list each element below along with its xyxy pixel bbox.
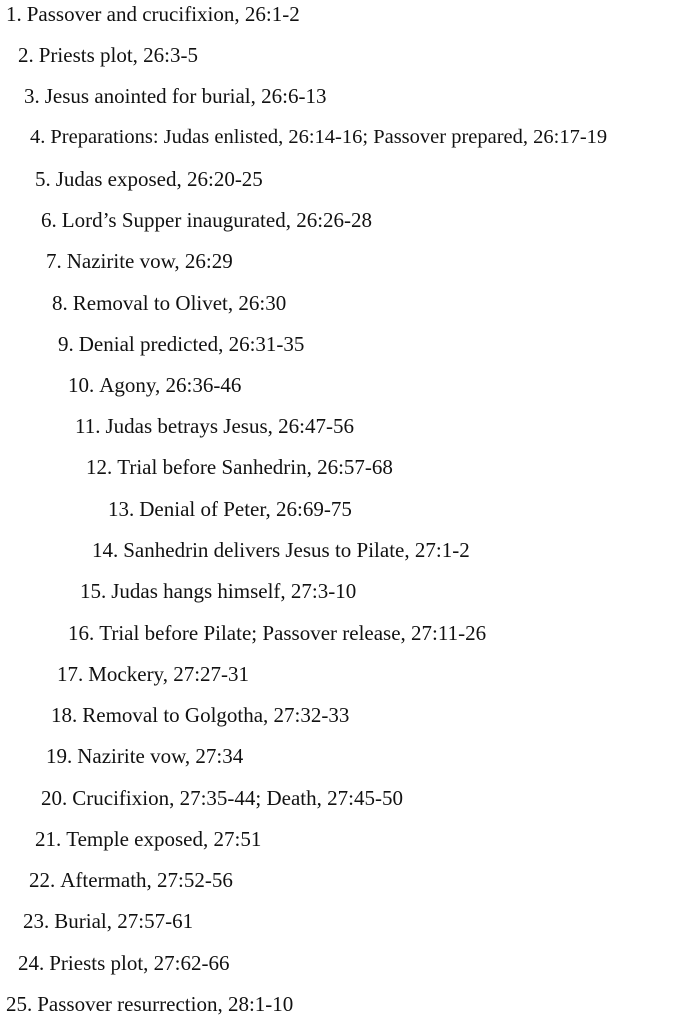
- outline-item-text: Lord’s Supper inaugurated, 26:26-28: [61, 208, 373, 232]
- outline-item: [92, 536, 470, 564]
- outline-item-text: Passover and crucifixion, 26:1-2: [26, 2, 300, 26]
- outline-item: [6, 0, 300, 28]
- outline-item: [41, 206, 372, 234]
- outline-item-number: 8.: [52, 291, 68, 315]
- outline-item-text: Priests plot, 27:62-66: [49, 951, 230, 975]
- outline-item-text: Sanhedrin delivers Jesus to Pilate, 27:1-2: [123, 538, 470, 562]
- outline-item-number: 16.: [68, 621, 95, 645]
- outline-item: [6, 990, 293, 1018]
- outline-item-text: Priests plot, 26:3-5: [38, 43, 199, 67]
- outline-item-text: Nazirite vow, 27:34: [77, 744, 244, 768]
- outline-item-number: 22.: [29, 868, 56, 892]
- outline-item-text: Aftermath, 27:52-56: [60, 868, 233, 892]
- outline-item: [24, 82, 326, 110]
- outline-item-number: 21.: [35, 827, 62, 851]
- outline-item-text: Judas hangs himself, 27:3-10: [111, 579, 357, 603]
- outline-item-text: Preparations: Judas enlisted, 26:14-16; Passover prepared, 26:17-19: [50, 126, 608, 148]
- outline-item: [35, 825, 261, 853]
- outline-item-number: 19.: [46, 744, 73, 768]
- outline-item-number: 13.: [108, 497, 135, 521]
- outline-item-text: Agony, 26:36-46: [99, 373, 242, 397]
- outline-item-number: 20.: [41, 786, 68, 810]
- outline-item-text: Burial, 27:57-61: [54, 909, 194, 933]
- outline-item-number: 3.: [24, 84, 40, 108]
- outline-item-number: 17.: [57, 662, 84, 686]
- outline-item-text: Removal to Golgotha, 27:32-33: [82, 703, 350, 727]
- outline-item-text: Judas exposed, 26:20-25: [55, 167, 263, 191]
- outline-item-number: 12.: [86, 455, 113, 479]
- outline-item-number: 5.: [35, 167, 51, 191]
- outline-item: [57, 660, 249, 688]
- outline-item-text: Mockery, 27:27-31: [88, 662, 250, 686]
- outline-item: [18, 41, 198, 69]
- outline-item-number: 6.: [41, 208, 57, 232]
- outline-item-number: 23.: [23, 909, 50, 933]
- outline-item: [80, 577, 356, 605]
- outline-item: [68, 619, 486, 647]
- outline-item-number: 14.: [92, 538, 119, 562]
- outline-item-text: Passover resurrection, 28:1-10: [37, 992, 294, 1016]
- outline-item-text: Removal to Olivet, 26:30: [72, 291, 287, 315]
- outline-item-number: 7.: [46, 249, 62, 273]
- outline-item-text: Temple exposed, 27:51: [66, 827, 262, 851]
- outline-item-text: Trial before Sanhedrin, 26:57-68: [117, 455, 393, 479]
- outline-item: [29, 866, 233, 894]
- outline-item: [68, 371, 241, 399]
- outline-item-number: 2.: [18, 43, 34, 67]
- outline-item-number: 15.: [80, 579, 107, 603]
- outline-item: [35, 165, 263, 193]
- outline-item-text: Denial of Peter, 26:69-75: [139, 497, 352, 521]
- outline-item-number: 25.: [6, 992, 33, 1016]
- outline-item: [41, 784, 403, 812]
- outline-item: [30, 123, 607, 151]
- outline-item-center: [108, 495, 352, 523]
- outline-item-number: 11.: [75, 414, 101, 438]
- outline-item: [23, 907, 193, 935]
- outline-item: [51, 701, 349, 729]
- outline-item: [46, 742, 243, 770]
- outline-item-text: Nazirite vow, 26:29: [66, 249, 233, 273]
- outline-item: [46, 247, 233, 275]
- outline-item: [58, 330, 304, 358]
- outline-item: [86, 453, 393, 481]
- outline-item-number: 18.: [51, 703, 78, 727]
- outline-item: [52, 289, 286, 317]
- outline-item: [18, 949, 230, 977]
- outline-item-text: Denial predicted, 26:31-35: [78, 332, 305, 356]
- outline-item-text: Judas betrays Jesus, 26:47-56: [105, 414, 354, 438]
- outline-item-number: 24.: [18, 951, 45, 975]
- outline-item: [75, 412, 354, 440]
- outline-item-number: 10.: [68, 373, 95, 397]
- outline-item-text: Crucifixion, 27:35-44; Death, 27:45-50: [72, 786, 403, 810]
- outline-item-text: Trial before Pilate; Passover release, 27:11-26: [99, 621, 487, 645]
- outline-item-number: 9.: [58, 332, 74, 356]
- outline-item-text: Jesus anointed for burial, 26:6-13: [44, 84, 327, 108]
- outline-item-number: 1.: [6, 2, 22, 26]
- outline-item-number: 4.: [30, 126, 46, 148]
